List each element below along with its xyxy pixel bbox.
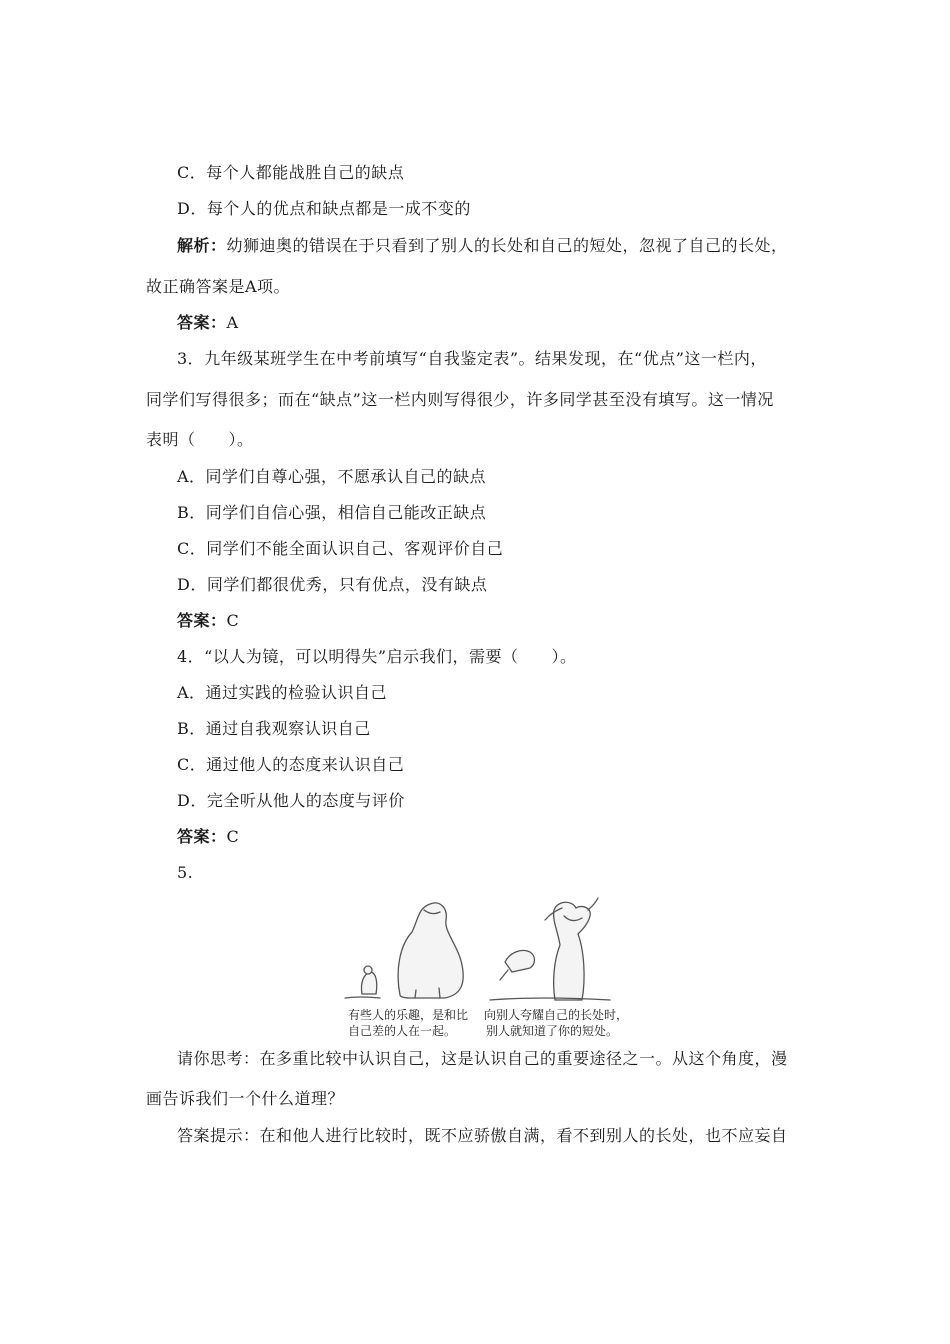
- q2-answer: [177, 313, 239, 333]
- analysis-text: 幼狮迪奥的错误在于只看到了别人的长处和自己的短处，忽视了自己的长处，: [226, 236, 788, 255]
- answer-value: C: [226, 827, 240, 846]
- q3-answer: [177, 611, 239, 631]
- q5-prompt-2: 画告诉我们一个什么道理？: [146, 1089, 345, 1108]
- small-animal-illustration: [361, 972, 376, 994]
- answer-value: A: [226, 313, 239, 332]
- caption-left-1: 有些人的乐趣，是和比: [348, 1008, 469, 1022]
- q3-option-b: B．同学们自信心强，相信自己能改正缺点: [177, 503, 487, 522]
- answer-label: 答案：: [177, 611, 227, 630]
- q3-option-d: D．同学们都很优秀，只有优点，没有缺点: [177, 575, 488, 594]
- answer-value: C: [226, 611, 240, 630]
- boasting-figure-illustration: [554, 902, 591, 1000]
- q4-option-c: C．通过他人的态度来认识自己: [177, 755, 405, 774]
- q3-option-a: A．同学们自尊心强，不愿承认自己的缺点: [177, 467, 487, 486]
- q3-stem-3: 表明（ ）。: [146, 430, 254, 449]
- q4-stem: 4．“以人为镜，可以明得失”启示我们，需要（ ）。: [177, 647, 577, 666]
- answer-label: 答案：: [177, 313, 227, 332]
- q4-option-a: A．通过实践的检验认识自己: [177, 683, 388, 702]
- q4-option-d: D．完全听从他人的态度与评价: [177, 791, 405, 810]
- caption-left-2: 自己差的人在一起。: [348, 1024, 457, 1038]
- q2-option-d: D．每个人的优点和缺点都是一成不变的: [177, 199, 471, 218]
- answer-label: 答案：: [177, 827, 227, 846]
- q2-analysis: [177, 236, 788, 256]
- q5-prompt-1: 请你思考：在多重比较中认识自己，这是认识自己的重要途径之一。从这个角度，漫: [177, 1049, 788, 1068]
- q5-number: 5.: [177, 863, 194, 882]
- q3-stem-1: 3．九年级某班学生在中考前填写“自我鉴定表”。结果发现，在“优点”这一栏内，: [177, 349, 767, 368]
- pointing-hand-illustration: [505, 950, 535, 972]
- analysis-label: 解析：: [177, 236, 227, 255]
- q3-stem-2: 同学们写得很多；而在“缺点”这一栏内则写得很少，许多同学甚至没有填写。这一情况: [146, 390, 774, 409]
- q4-option-b: B．通过自我观察认识自己: [177, 719, 371, 738]
- q4-answer: [177, 827, 239, 847]
- caption-right-2: 别人就知道了你的短处。: [486, 1024, 619, 1038]
- q2-analysis-cont: 故正确答案是A项。: [146, 277, 291, 296]
- q3-option-c: C．同学们不能全面认识自己、客观评价自己: [177, 539, 504, 558]
- big-creature-illustration: [398, 903, 463, 998]
- q5-hint-1: 答案提示：在和他人进行比较时，既不应骄傲自满，看不到别人的长处，也不应妄自: [177, 1126, 788, 1145]
- caption-right-1: 向别人夸耀自己的长处时，: [484, 1008, 629, 1022]
- q2-option-c: C．每个人都能战胜自己的缺点: [177, 163, 405, 182]
